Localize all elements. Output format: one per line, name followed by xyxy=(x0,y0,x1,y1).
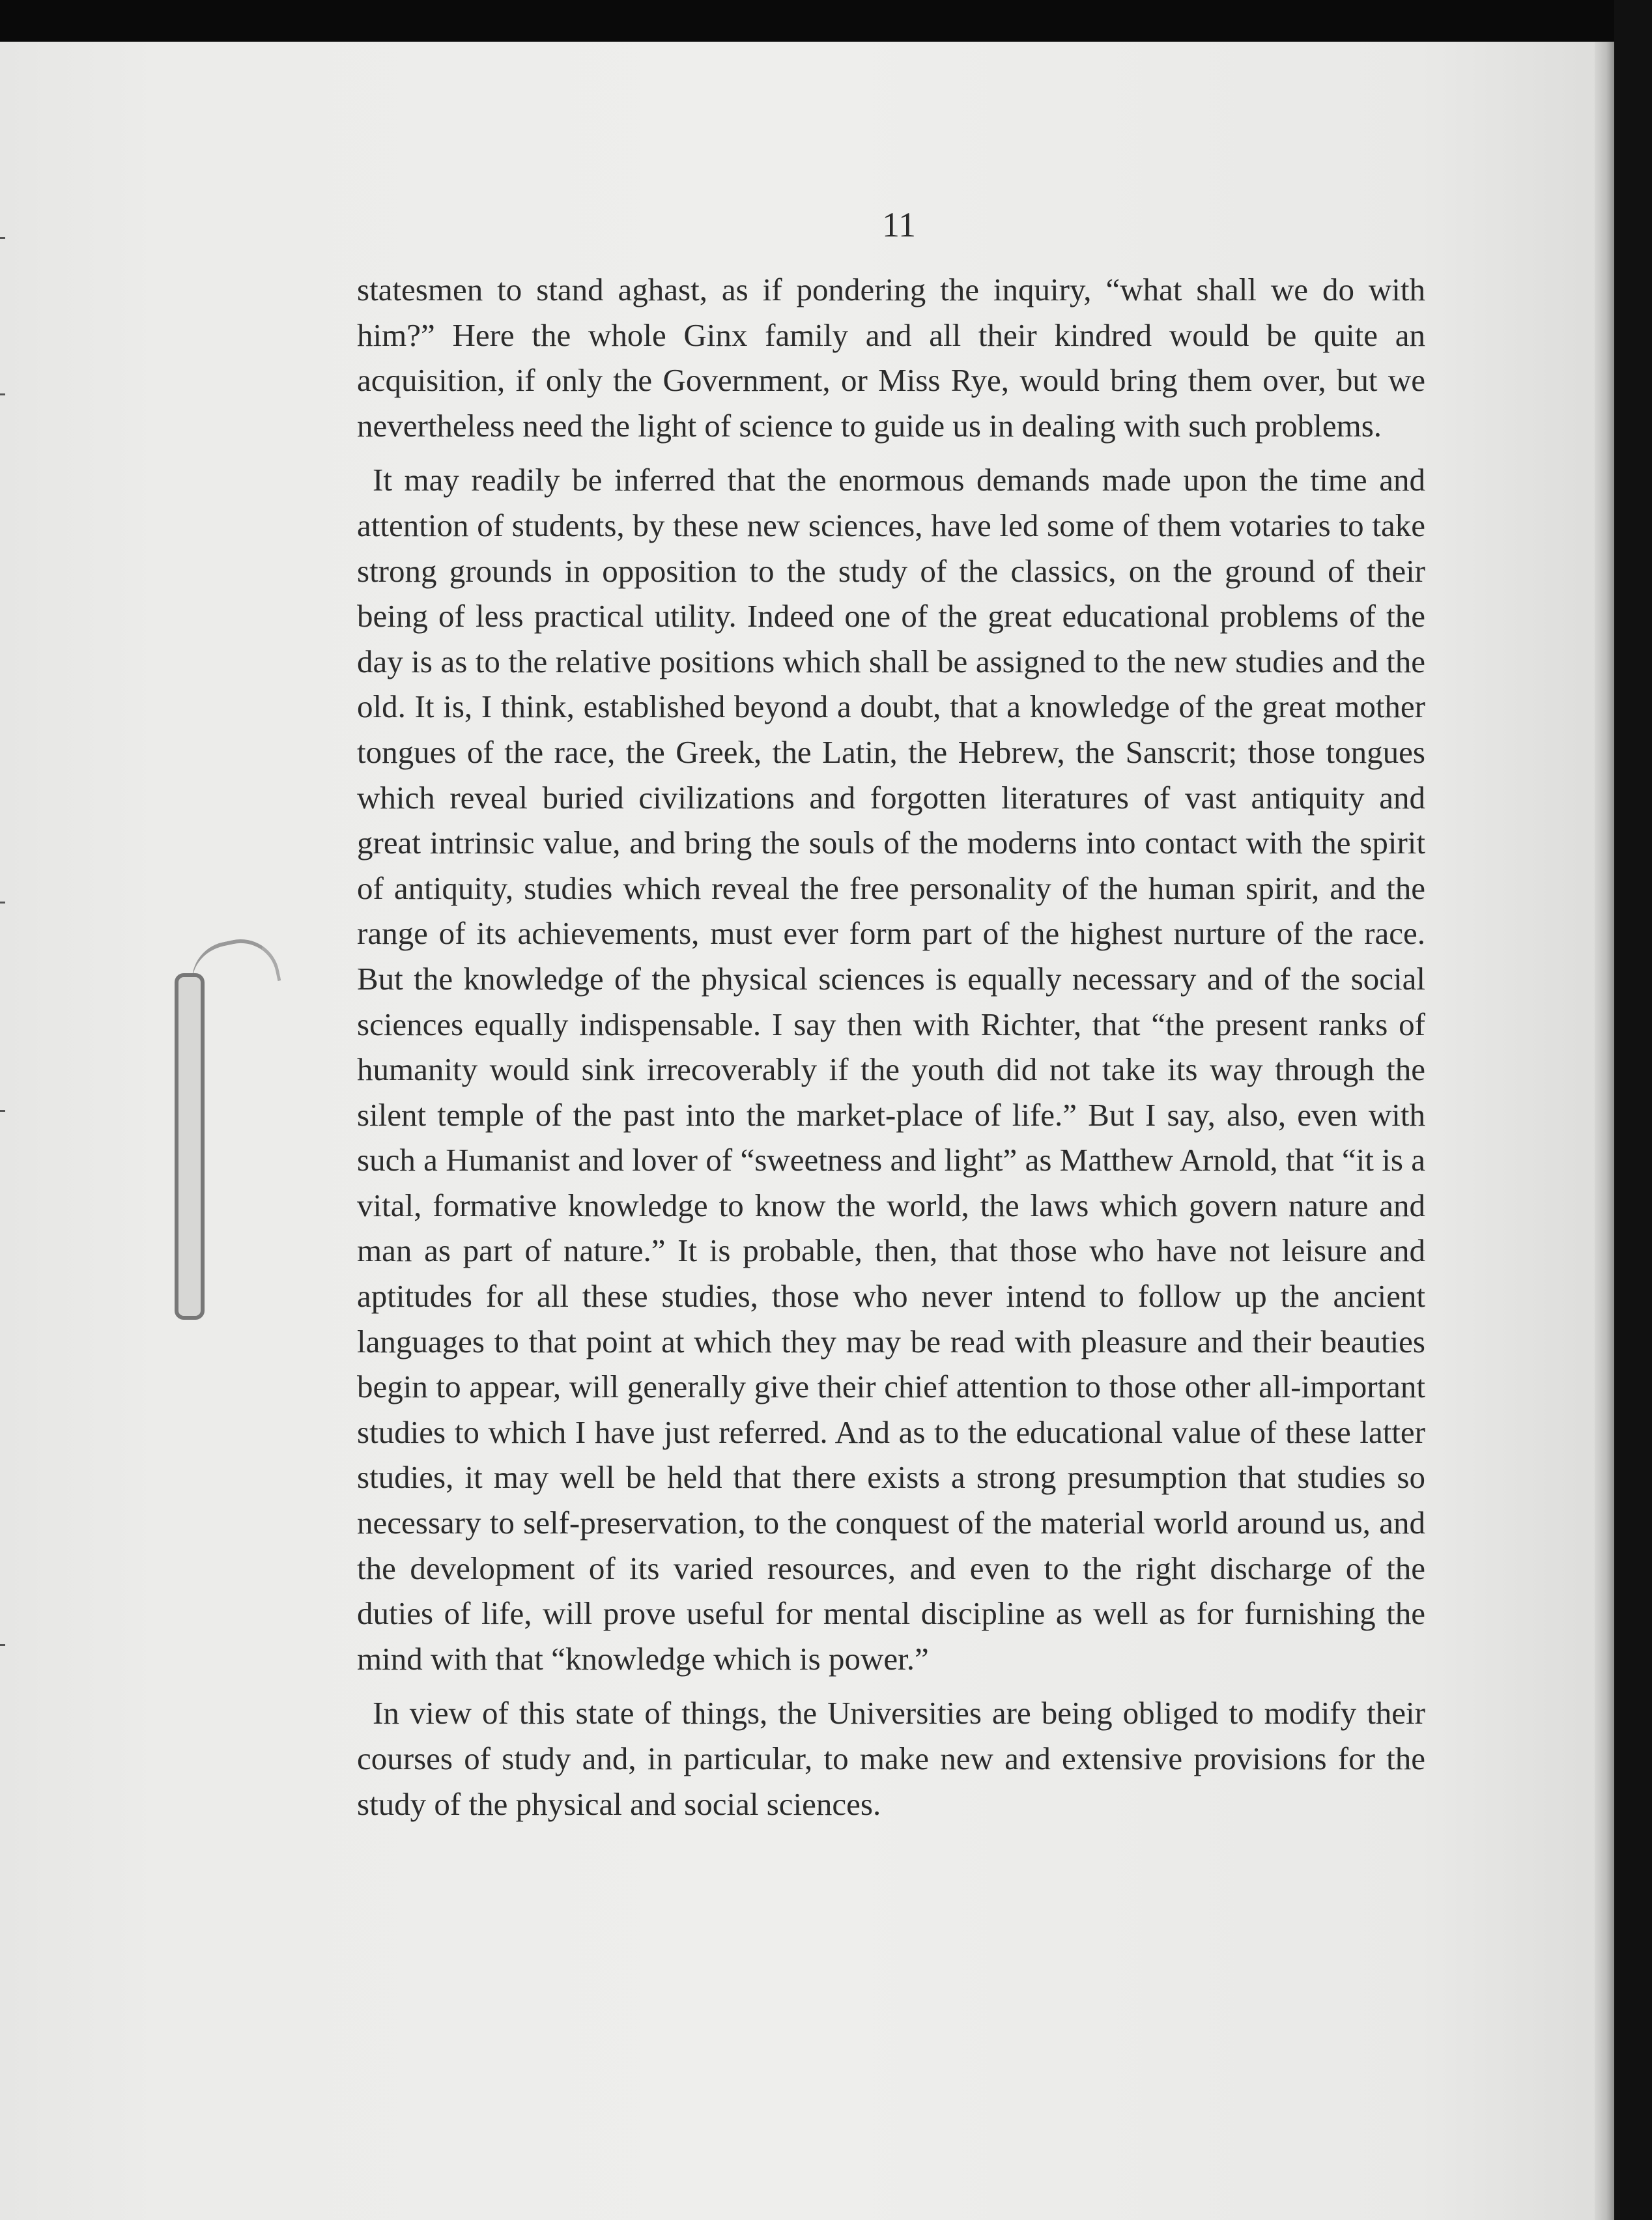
margin-mark xyxy=(0,1644,5,1646)
body-text xyxy=(357,267,1425,1827)
margin-mark xyxy=(0,1110,5,1112)
margin-mark xyxy=(0,902,5,904)
binding-staple xyxy=(175,973,205,1320)
paper-page xyxy=(0,42,1614,2220)
page-edge-shadow xyxy=(1595,42,1614,2220)
paragraph: statesmen to stand aghast, as if pondering the inquiry, “what shall we do with him?” Here the whole Ginx family and all their kindred would be quite an acquisition, if only the Government, or Miss Rye, would bring them over, but we nevertheless need the light of science to guide us in dealing with such problems. xyxy=(357,272,1425,444)
page-number: 11 xyxy=(882,205,916,244)
scan-right-border xyxy=(1614,0,1652,2220)
paragraph: In view of this state of things, the Universities are being obliged to modify their courses of study and, in particular, to make new and extensive provisions for the study of the physical and social sciences. xyxy=(357,1695,1425,1822)
margin-mark xyxy=(0,393,5,395)
paragraph: It may readily be inferred that the enormous demands made upon the time and attention of students, by these new sciences, have led some of them votaries to take strong grounds in opposition to the study of the classics, on the ground of their being of less practical utility. Indeed one of the great educational problems of the day is as to the relative positions which shall be assigned to the new studies and the old. It is, I think, established beyond a doubt, that a knowledge of the great mother tongues of the race, the Greek, the Latin, the Hebrew, the Sanscrit; those tongues which reveal buried civilizations and forgotten literatures of vast antiquity and great intrinsic value, and bring the souls of the moderns into contact with the spirit of antiquity, studies which reveal the free personality of the human spirit, and the range of its achievements, must ever form part of the highest nurture of the race. But the knowledge of the physical sciences is equally necessary and of the social sciences equally indispensable. I say then with Richter, that “the present ranks of humanity would sink irrecoverably if the youth did not take its way through the silent temple of the past into the market-place of life.” But I say, also, even with such a Humanist and lover of “sweetness and light” as Matthew Arnold, that “it is a vital, formative knowledge to know the world, the laws which govern nature and man as part of nature.” It is probable, then, that those who have not leisure and aptitudes for all these studies, those who never intend to follow up the ancient languages to that point at which they may be read with pleasure and their beauties begin to appear, will generally give their chief attention to those other all-important studies to which I have just referred. And as to the educational value of these latter studies, it may well be held that there exists a strong presumption that studies so necessary to self-preservation, to the conquest of the material world around us, and the development of its varied resources, and even to the right discharge of the duties of life, will prove useful for mental discipline as well as for furnishing the mind with that “knowledge which is power.” xyxy=(357,462,1425,1677)
